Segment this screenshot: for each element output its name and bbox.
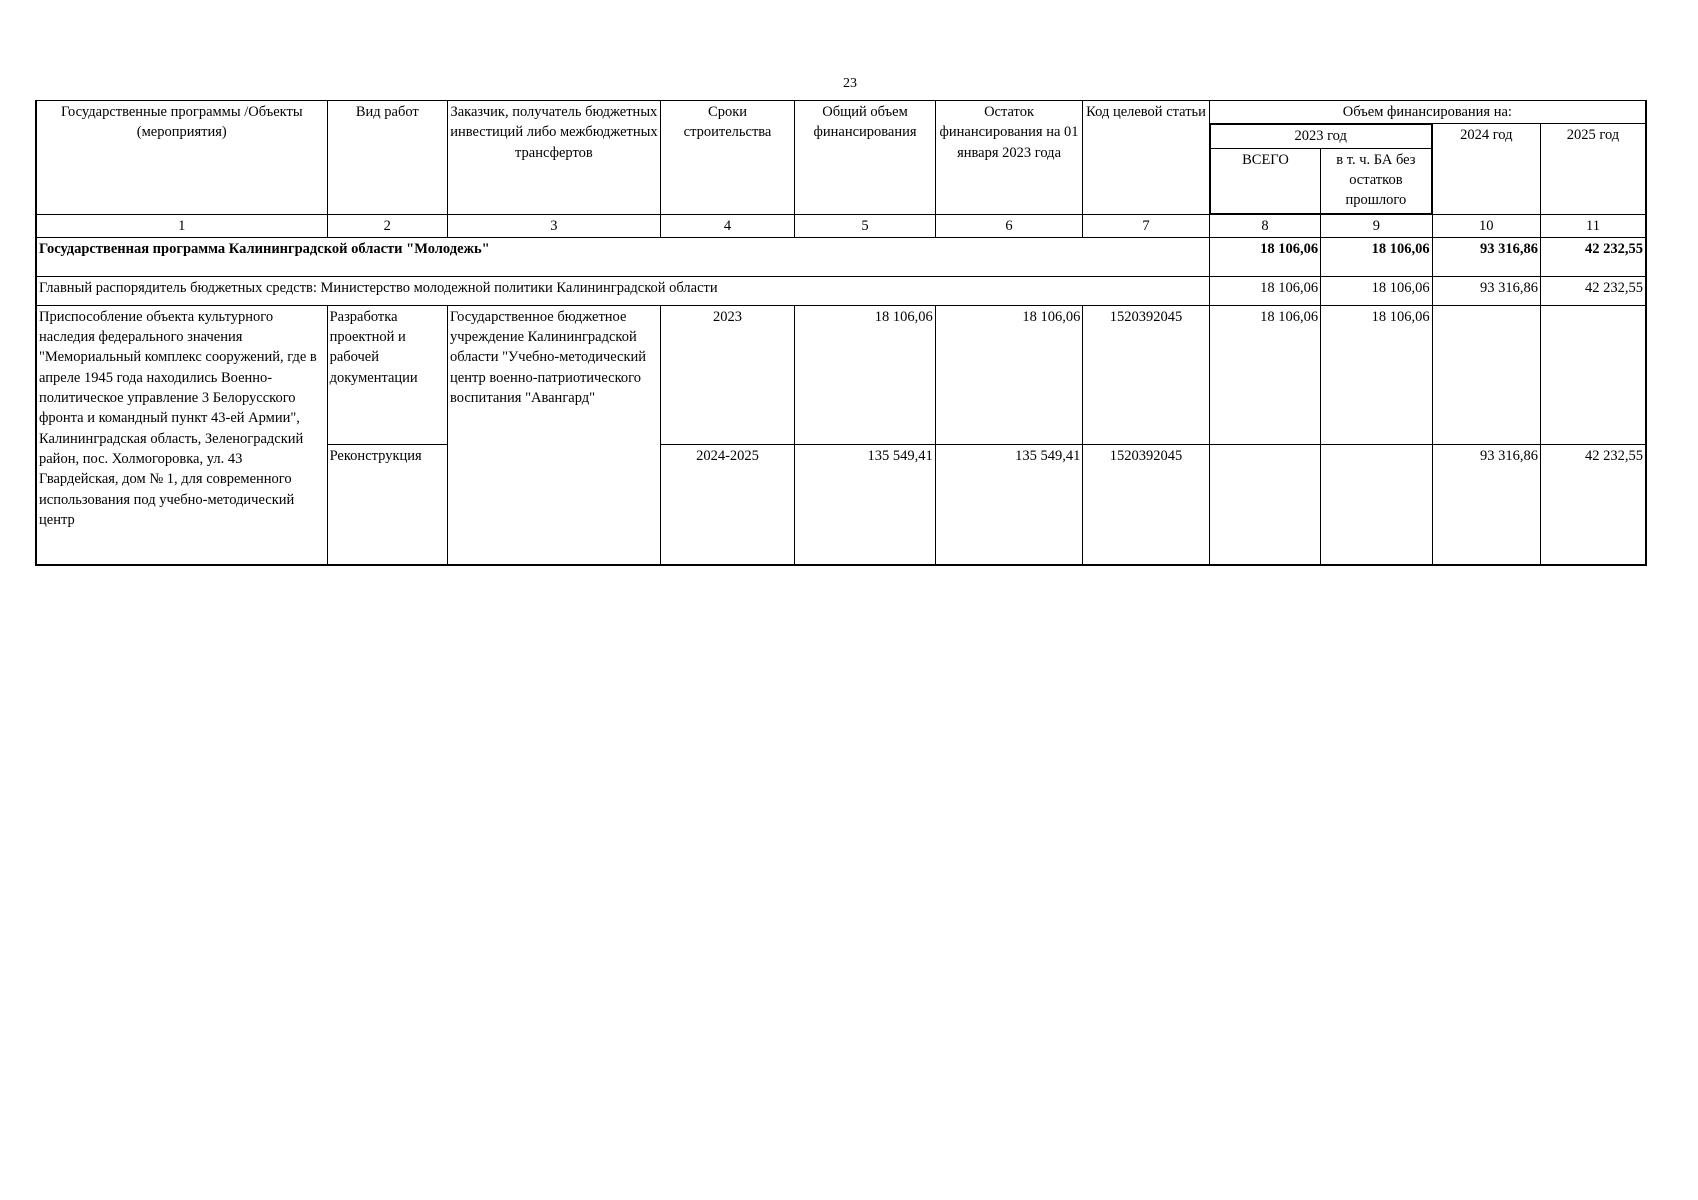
header-remaining: Остаток финансирования на 01 января 2023 года (935, 101, 1083, 215)
col-num: 2 (327, 214, 447, 237)
program-v11: 42 232,55 (1540, 237, 1646, 276)
manager-v10: 93 316,86 (1432, 276, 1540, 305)
header-2023-subtable (1210, 124, 1432, 213)
header-programs: Государственные программы /Объекты (мероприятия) (36, 101, 327, 215)
header-row-1 (36, 101, 1646, 124)
program-v10: 93 316,86 (1432, 237, 1540, 276)
work-v10 (1432, 305, 1540, 444)
work-remain: 135 549,41 (935, 444, 1083, 565)
work-code: 1520392045 (1083, 444, 1209, 565)
work-type: Реконструкция (327, 444, 447, 565)
funding-table (35, 100, 1647, 566)
work-v8: 18 106,06 (1209, 305, 1320, 444)
program-v9: 18 106,06 (1321, 237, 1432, 276)
column-numbers-row (36, 214, 1646, 237)
header-2023: 2023 год (1210, 125, 1431, 148)
work-term: 2023 (660, 305, 794, 444)
header-total-funding: Общий объем финансирования (795, 101, 936, 215)
header-code: Код целевой статьи (1083, 101, 1209, 215)
header-2025: 2025 год (1540, 124, 1646, 214)
work-remain: 18 106,06 (935, 305, 1083, 444)
col-num: 9 (1321, 214, 1432, 237)
program-row (36, 237, 1646, 276)
header-customer: Заказчик, получатель бюджетных инвестиций либо межбюджетных трансфертов (448, 101, 661, 215)
work-v10: 93 316,86 (1432, 444, 1540, 565)
manager-v9: 18 106,06 (1321, 276, 1432, 305)
col-num: 1 (36, 214, 327, 237)
work-v8 (1209, 444, 1320, 565)
col-num: 7 (1083, 214, 1209, 237)
header-funding-group: Объем финансирования на: (1209, 101, 1646, 124)
header-2024: 2024 год (1432, 124, 1540, 214)
object-customer: Государственное бюджетное учреждение Калининградской области "Учебно-методический центр военно-патриотического воспитания "Авангард" (448, 305, 661, 565)
page-number: 23 (843, 76, 857, 91)
col-num: 11 (1540, 214, 1646, 237)
col-num: 4 (660, 214, 794, 237)
header-incl-ba: в т. ч. БА без остатков прошлого (1321, 148, 1431, 213)
col-num: 3 (448, 214, 661, 237)
program-title: Государственная программа Калининградской области "Молодежь" (36, 237, 1209, 276)
col-num: 10 (1432, 214, 1540, 237)
object-name: Приспособление объекта культурного наследия федерального значения "Мемориальный комплекс сооружений, где в апреле 1945 года находились Военно-политическое управление 3 Белорусского фронта и командный пункт 43-ей Армии", Калининградская область, Зеленоградский район, пос. Холмогоровка, ул. 43 Гвардейская, дом № 1, для современного использования под учебно-методический центр (36, 305, 327, 565)
col-num: 6 (935, 214, 1083, 237)
work-v9: 18 106,06 (1321, 305, 1432, 444)
work-v11: 42 232,55 (1540, 444, 1646, 565)
work-v11 (1540, 305, 1646, 444)
program-v8: 18 106,06 (1209, 237, 1320, 276)
manager-title: Главный распорядитель бюджетных средств: Министерство молодежной политики Калининградской области (36, 276, 1209, 305)
work-code: 1520392045 (1083, 305, 1209, 444)
col-num: 8 (1209, 214, 1320, 237)
work-row-design (36, 305, 1646, 444)
work-total: 135 549,41 (795, 444, 936, 565)
header-total: ВСЕГО (1210, 148, 1320, 213)
header-terms: Сроки строительства (660, 101, 794, 215)
work-total: 18 106,06 (795, 305, 936, 444)
header-work-type: Вид работ (327, 101, 447, 215)
manager-v8: 18 106,06 (1209, 276, 1320, 305)
col-num: 5 (795, 214, 936, 237)
manager-v11: 42 232,55 (1540, 276, 1646, 305)
manager-row (36, 276, 1646, 305)
work-term: 2024-2025 (660, 444, 794, 565)
work-v9 (1321, 444, 1432, 565)
work-type: Разработка проектной и рабочей документации (327, 305, 447, 444)
header-2023-block (1209, 124, 1432, 214)
